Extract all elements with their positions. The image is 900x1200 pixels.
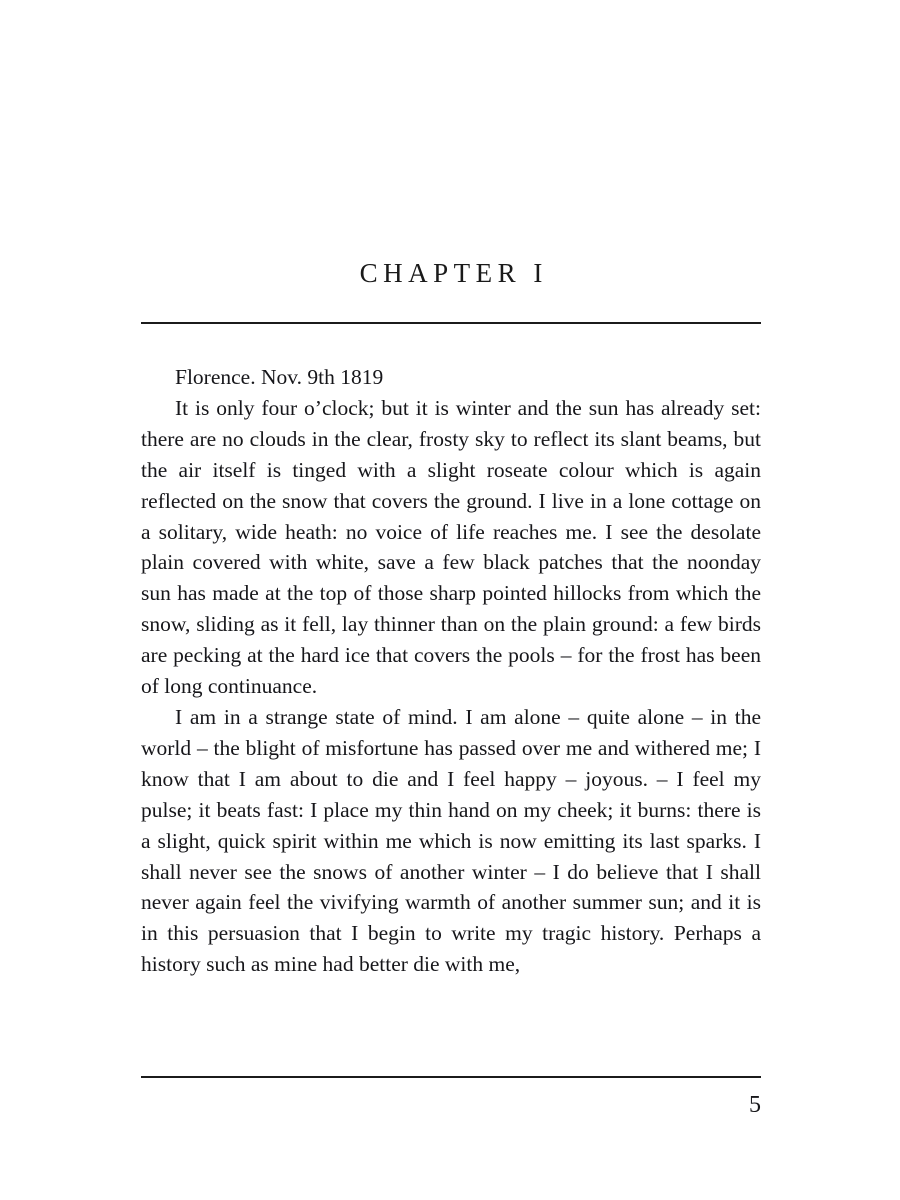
dateline-paragraph: Florence. Nov. 9th 1819 <box>175 365 384 389</box>
body-paragraph: I am in a strange state of mind. I am alone – quite alone – in the world – the blight of misfortune has passed over me and withered me; I know that I am about to die and I feel happy – joyous. – I feel my pulse; it beats fast: I place my thin hand on my cheek; it burns: there is a slight, quick spirit within me which is now emitting its last sparks. I shall never see the snows of another winter – I do believe that I shall never again feel the vivifying warmth of another summer sun; and it is in this persuasion that I begin to write my tragic history. Perhaps a history such as mine had better die with me, <box>141 704 761 977</box>
header-rule <box>141 322 761 324</box>
body-text <box>141 362 761 980</box>
body-paragraph: It is only four o’clock; but it is winter and the sun has already set: there are no clouds in the clear, frosty sky to reflect its slant beams, but the air itself is tinged with a slight roseate colour which is again reflected on the snow that covers the ground. I live in a lone cottage on a solitary, wide heath: no voice of life reaches me. I see the desolate plain covered with white, save a few black patches that the noonday sun has made at the top of those sharp pointed hillocks from which the snow, sliding as it fell, lay thinner than on the plain ground: a few birds are pecking at the hard ice that covers the pools – for the frost has been of long continuance. <box>141 395 761 699</box>
page-title: CHAPTER I <box>359 258 548 288</box>
footer-rule <box>141 1076 761 1078</box>
page-number: 5 <box>749 1092 761 1118</box>
